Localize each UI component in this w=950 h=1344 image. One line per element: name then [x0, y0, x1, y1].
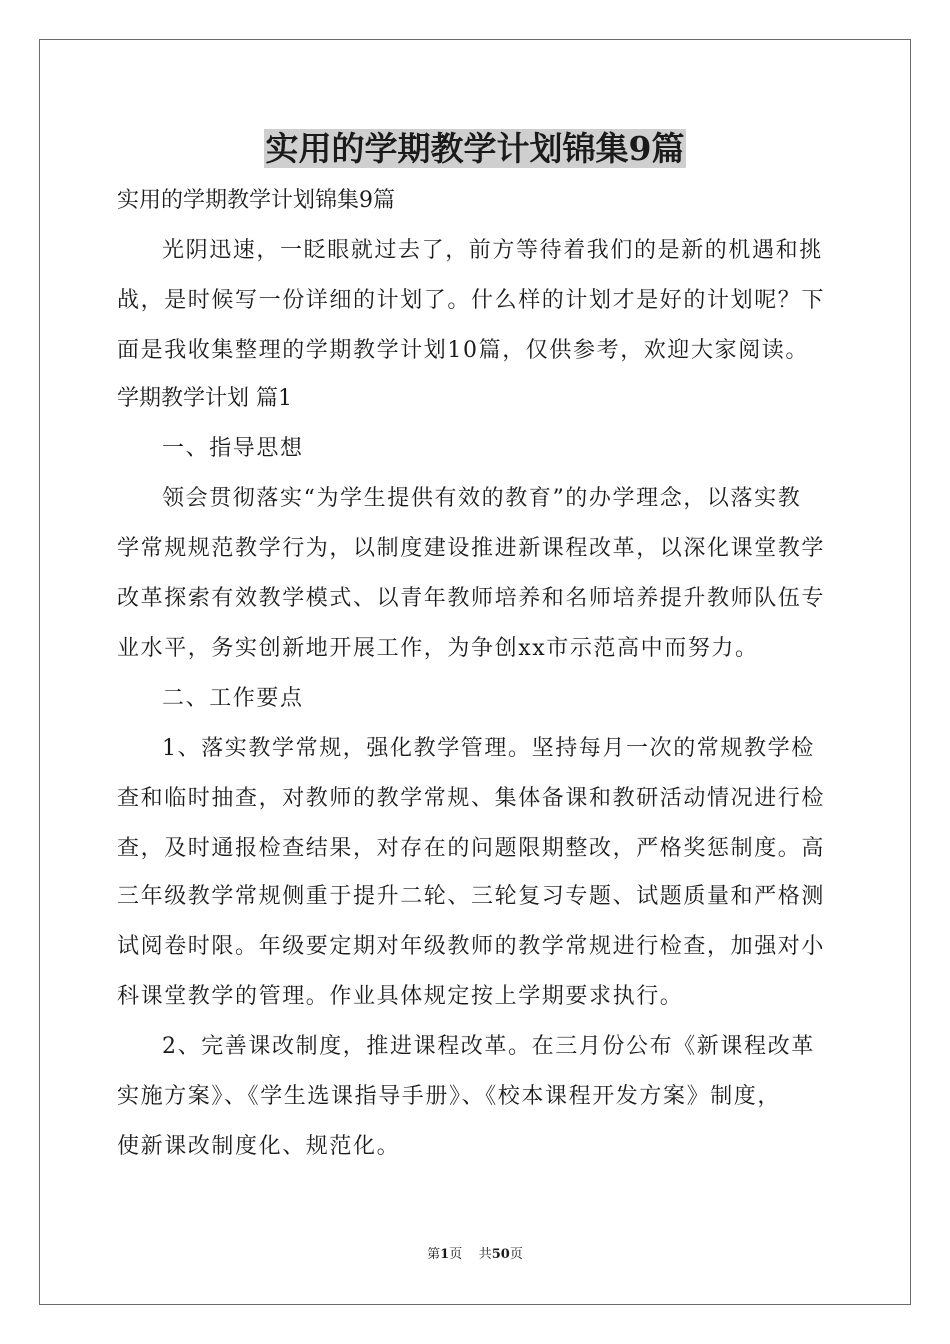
page-footer	[0, 1246, 950, 1264]
guiding-para-line-2: 学常规规范教学行为，以制度建设推进新课程改革，以深化课堂教学	[117, 536, 826, 561]
point-2-line-3: 使新课改制度化、规范化。	[117, 1134, 401, 1159]
point-2-line-1: 2、完善课改制度，推进课程改革。在三月份公布《新课程改革	[162, 1034, 815, 1059]
point-2-line-2: 实施方案》、《学生选课指导手册》、《校本课程开发方案》制度，	[117, 1084, 782, 1109]
intro-line-3: 面是我收集整理的学期教学计划10篇，仅供参考，欢迎大家阅读。	[117, 338, 809, 363]
section-heading-plan-1: 学期教学计划 篇1	[117, 386, 292, 411]
intro-line-1: 光阴迅速，一眨眼就过去了，前方等待着我们的是新的机遇和挑	[162, 238, 823, 263]
point-1-line-2: 查和临时抽查，对教师的教学常规、集体备课和教研活动情况进行检	[117, 786, 826, 811]
guiding-para-line-1: 领会贯彻落实“为学生提供有效的教育”的办学理念，以落实教	[162, 486, 802, 511]
page-label-prefix: 第	[427, 1247, 441, 1262]
heading-guiding-thought: 一、指导思想	[162, 436, 304, 461]
point-1-line-3: 查，及时通报检查结果，对存在的问题限期整改，严格奖惩制度。高	[117, 836, 826, 861]
total-label-suffix: 页	[509, 1247, 523, 1262]
point-1-line-1: 1、落实教学常规，强化教学管理。坚持每月一次的常规教学检	[162, 736, 815, 761]
total-label-prefix: 共	[478, 1247, 492, 1262]
point-1-line-4: 三年级教学常规侧重于提升二轮、三轮复习专题、试题质量和严格测	[117, 884, 826, 909]
point-1-line-5: 试阅卷时限。年级要定期对年级教师的教学常规进行检查，加强对小	[117, 934, 826, 959]
point-1-line-6: 科课堂教学的管理。作业具体规定按上学期要求执行。	[117, 984, 684, 1009]
heading-work-points: 二、工作要点	[162, 686, 304, 711]
document-title	[0, 127, 950, 171]
intro-line-2: 战，是时候写一份详细的计划了。什么样的计划才是好的计划呢？下	[117, 288, 826, 313]
page-label-suffix: 页	[449, 1247, 463, 1262]
total-pages: 50	[491, 1247, 510, 1262]
page-number: 1	[440, 1247, 450, 1262]
guiding-para-line-3: 改革探索有效教学模式、以青年教师培养和名师培养提升教师队伍专	[117, 586, 826, 611]
subtitle-line: 实用的学期教学计划锦集9篇	[117, 188, 395, 213]
document-title-text: 实用的学期教学计划锦集9篇	[265, 129, 685, 168]
guiding-para-line-4: 业水平，务实创新地开展工作，为争创xx市示范高中而努力。	[117, 636, 759, 661]
page-border	[39, 39, 911, 1305]
